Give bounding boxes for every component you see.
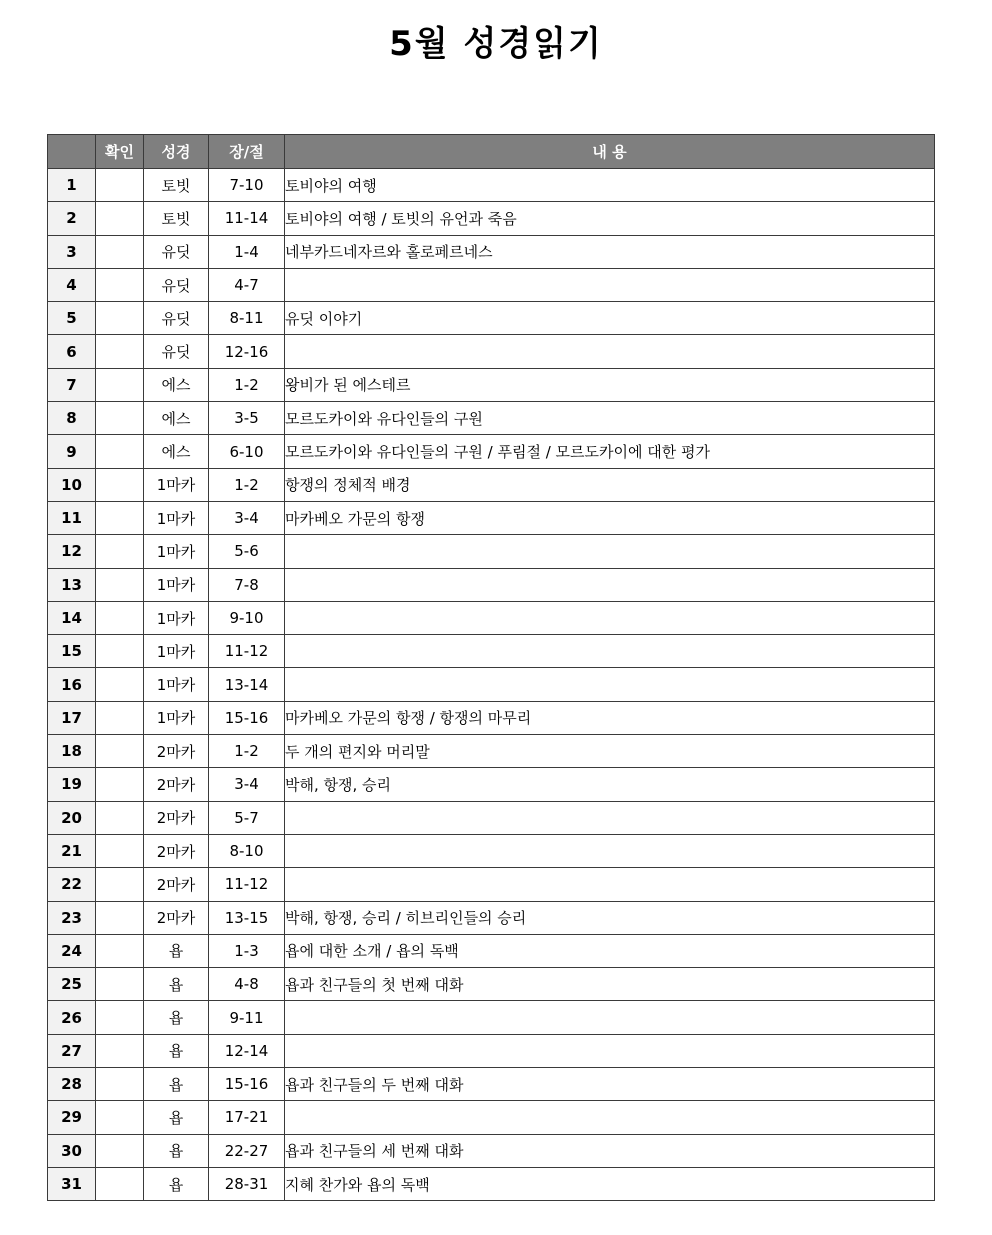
table-row <box>48 235 935 268</box>
table-row <box>48 901 935 934</box>
content-cell: 네부카드네자르와 홀로페르네스 <box>285 235 935 268</box>
content-cell: 왕비가 된 에스테르 <box>285 368 935 401</box>
table-row <box>48 268 935 301</box>
check-cell[interactable] <box>96 335 144 368</box>
header-content: 내 용 <box>285 135 935 169</box>
book-cell: 1마카 <box>144 568 209 601</box>
row-number: 23 <box>48 901 96 934</box>
content-cell: 토비야의 여행 / 토빗의 유언과 죽음 <box>285 202 935 235</box>
content-cell: 욥과 친구들의 세 번째 대화 <box>285 1134 935 1167</box>
content-cell: 지혜 찬가와 욥의 독백 <box>285 1167 935 1200</box>
reading-plan-table <box>47 134 935 1201</box>
check-cell[interactable] <box>96 435 144 468</box>
content-cell: 토비야의 여행 <box>285 169 935 202</box>
row-number: 26 <box>48 1001 96 1034</box>
chapter-cell: 12-14 <box>209 1034 285 1067</box>
chapter-cell: 11-12 <box>209 635 285 668</box>
row-number: 6 <box>48 335 96 368</box>
check-cell[interactable] <box>96 1134 144 1167</box>
row-number: 28 <box>48 1068 96 1101</box>
check-cell[interactable] <box>96 901 144 934</box>
table-row <box>48 335 935 368</box>
table-row <box>48 202 935 235</box>
chapter-cell: 1-2 <box>209 468 285 501</box>
content-cell: 마카베오 가문의 항쟁 <box>285 501 935 534</box>
row-number: 22 <box>48 868 96 901</box>
chapter-cell: 9-10 <box>209 601 285 634</box>
book-cell: 유딧 <box>144 268 209 301</box>
check-cell[interactable] <box>96 1167 144 1200</box>
chapter-cell: 12-16 <box>209 335 285 368</box>
content-cell <box>285 335 935 368</box>
row-number: 2 <box>48 202 96 235</box>
chapter-cell: 15-16 <box>209 1068 285 1101</box>
table-row <box>48 302 935 335</box>
check-cell[interactable] <box>96 868 144 901</box>
header-check: 확인 <box>96 135 144 169</box>
row-number: 19 <box>48 768 96 801</box>
table-header-row <box>48 135 935 169</box>
check-cell[interactable] <box>96 568 144 601</box>
book-cell: 에스 <box>144 368 209 401</box>
table-row <box>48 468 935 501</box>
check-cell[interactable] <box>96 169 144 202</box>
book-cell: 욥 <box>144 968 209 1001</box>
chapter-cell: 13-15 <box>209 901 285 934</box>
book-cell: 유딧 <box>144 302 209 335</box>
header-chapter: 장/절 <box>209 135 285 169</box>
page-title: 5월 성경읽기 <box>389 24 603 64</box>
chapter-cell: 1-4 <box>209 235 285 268</box>
check-cell[interactable] <box>96 468 144 501</box>
book-cell: 욥 <box>144 1134 209 1167</box>
chapter-cell: 11-12 <box>209 868 285 901</box>
content-cell <box>285 1034 935 1067</box>
chapter-cell: 5-6 <box>209 535 285 568</box>
chapter-cell: 8-11 <box>209 302 285 335</box>
content-cell: 모르도카이와 유다인들의 구원 / 푸림절 / 모르도카이에 대한 평가 <box>285 435 935 468</box>
chapter-cell: 7-8 <box>209 568 285 601</box>
content-cell <box>285 668 935 701</box>
check-cell[interactable] <box>96 834 144 867</box>
content-cell <box>285 268 935 301</box>
book-cell: 욥 <box>144 1001 209 1034</box>
table-row <box>48 868 935 901</box>
table-row <box>48 735 935 768</box>
check-cell[interactable] <box>96 235 144 268</box>
chapter-cell: 22-27 <box>209 1134 285 1167</box>
content-cell <box>285 868 935 901</box>
table-row <box>48 934 935 967</box>
book-cell: 1마카 <box>144 635 209 668</box>
chapter-cell: 17-21 <box>209 1101 285 1134</box>
row-number: 1 <box>48 169 96 202</box>
check-cell[interactable] <box>96 934 144 967</box>
row-number: 17 <box>48 701 96 734</box>
content-cell: 항쟁의 정체적 배경 <box>285 468 935 501</box>
row-number: 14 <box>48 601 96 634</box>
table-row <box>48 535 935 568</box>
book-cell: 2마카 <box>144 834 209 867</box>
chapter-cell: 11-14 <box>209 202 285 235</box>
row-number: 31 <box>48 1167 96 1200</box>
table-row <box>48 968 935 1001</box>
row-number: 13 <box>48 568 96 601</box>
book-cell: 욥 <box>144 934 209 967</box>
check-cell[interactable] <box>96 735 144 768</box>
row-number: 11 <box>48 501 96 534</box>
row-number: 12 <box>48 535 96 568</box>
content-cell <box>285 568 935 601</box>
book-cell: 2마카 <box>144 801 209 834</box>
chapter-cell: 8-10 <box>209 834 285 867</box>
table-row <box>48 635 935 668</box>
content-cell: 욥과 친구들의 첫 번째 대화 <box>285 968 935 1001</box>
chapter-cell: 4-8 <box>209 968 285 1001</box>
chapter-cell: 3-5 <box>209 402 285 435</box>
chapter-cell: 3-4 <box>209 501 285 534</box>
content-cell: 모르도카이와 유다인들의 구원 <box>285 402 935 435</box>
content-cell: 박해, 항쟁, 승리 <box>285 768 935 801</box>
table-row <box>48 1101 935 1134</box>
book-cell: 2마카 <box>144 868 209 901</box>
table-row <box>48 169 935 202</box>
book-cell: 욥 <box>144 1068 209 1101</box>
row-number: 8 <box>48 402 96 435</box>
row-number: 4 <box>48 268 96 301</box>
check-cell[interactable] <box>96 268 144 301</box>
table-body <box>48 169 935 1201</box>
chapter-cell: 7-10 <box>209 169 285 202</box>
book-cell: 1마카 <box>144 468 209 501</box>
chapter-cell: 13-14 <box>209 668 285 701</box>
book-cell: 1마카 <box>144 668 209 701</box>
check-cell[interactable] <box>96 1068 144 1101</box>
table-row <box>48 568 935 601</box>
row-number: 24 <box>48 934 96 967</box>
table-row <box>48 1034 935 1067</box>
chapter-cell: 1-2 <box>209 735 285 768</box>
check-cell[interactable] <box>96 535 144 568</box>
book-cell: 1마카 <box>144 535 209 568</box>
book-cell: 2마카 <box>144 901 209 934</box>
table-row <box>48 501 935 534</box>
book-cell: 욥 <box>144 1167 209 1200</box>
chapter-cell: 3-4 <box>209 768 285 801</box>
book-cell: 2마카 <box>144 735 209 768</box>
row-number: 7 <box>48 368 96 401</box>
check-cell[interactable] <box>96 501 144 534</box>
check-cell[interactable] <box>96 968 144 1001</box>
check-cell[interactable] <box>96 668 144 701</box>
chapter-cell: 28-31 <box>209 1167 285 1200</box>
book-cell: 유딧 <box>144 335 209 368</box>
row-number: 29 <box>48 1101 96 1134</box>
check-cell[interactable] <box>96 601 144 634</box>
check-cell[interactable] <box>96 402 144 435</box>
book-cell: 2마카 <box>144 768 209 801</box>
book-cell: 에스 <box>144 402 209 435</box>
row-number: 27 <box>48 1034 96 1067</box>
book-cell: 유딧 <box>144 235 209 268</box>
check-cell[interactable] <box>96 1034 144 1067</box>
content-cell <box>285 834 935 867</box>
chapter-cell: 4-7 <box>209 268 285 301</box>
content-cell: 욥에 대한 소개 / 욥의 독백 <box>285 934 935 967</box>
row-number: 16 <box>48 668 96 701</box>
content-cell: 욥과 친구들의 두 번째 대화 <box>285 1068 935 1101</box>
table-row <box>48 1167 935 1200</box>
chapter-cell: 1-3 <box>209 934 285 967</box>
content-cell <box>285 1101 935 1134</box>
chapter-cell: 6-10 <box>209 435 285 468</box>
row-number: 9 <box>48 435 96 468</box>
book-cell: 1마카 <box>144 501 209 534</box>
row-number: 3 <box>48 235 96 268</box>
table-row <box>48 368 935 401</box>
check-cell[interactable] <box>96 302 144 335</box>
check-cell[interactable] <box>96 1001 144 1034</box>
row-number: 15 <box>48 635 96 668</box>
check-cell[interactable] <box>96 202 144 235</box>
check-cell[interactable] <box>96 701 144 734</box>
table-row <box>48 1068 935 1101</box>
content-cell <box>285 535 935 568</box>
book-cell: 에스 <box>144 435 209 468</box>
row-number: 21 <box>48 834 96 867</box>
row-number: 30 <box>48 1134 96 1167</box>
book-cell: 1마카 <box>144 701 209 734</box>
content-cell: 두 개의 편지와 머리말 <box>285 735 935 768</box>
header-book: 성경 <box>144 135 209 169</box>
content-cell <box>285 601 935 634</box>
row-number: 20 <box>48 801 96 834</box>
content-cell <box>285 801 935 834</box>
content-cell: 마카베오 가문의 항쟁 / 항쟁의 마무리 <box>285 701 935 734</box>
check-cell[interactable] <box>96 635 144 668</box>
chapter-cell: 1-2 <box>209 368 285 401</box>
book-cell: 욥 <box>144 1034 209 1067</box>
book-cell: 1마카 <box>144 601 209 634</box>
chapter-cell: 9-11 <box>209 1001 285 1034</box>
table-row <box>48 668 935 701</box>
row-number: 25 <box>48 968 96 1001</box>
table-row <box>48 834 935 867</box>
book-cell: 토빗 <box>144 169 209 202</box>
table-row <box>48 1134 935 1167</box>
check-cell[interactable] <box>96 801 144 834</box>
table-row <box>48 801 935 834</box>
row-number: 10 <box>48 468 96 501</box>
content-cell <box>285 1001 935 1034</box>
table-row <box>48 402 935 435</box>
table-row <box>48 601 935 634</box>
chapter-cell: 5-7 <box>209 801 285 834</box>
header-number <box>48 135 96 169</box>
table-row <box>48 768 935 801</box>
table-row <box>48 701 935 734</box>
table-row <box>48 1001 935 1034</box>
row-number: 5 <box>48 302 96 335</box>
book-cell: 토빗 <box>144 202 209 235</box>
content-cell: 유딧 이야기 <box>285 302 935 335</box>
book-cell: 욥 <box>144 1101 209 1134</box>
row-number: 18 <box>48 735 96 768</box>
check-cell[interactable] <box>96 1101 144 1134</box>
content-cell <box>285 635 935 668</box>
table-row <box>48 435 935 468</box>
content-cell: 박해, 항쟁, 승리 / 히브리인들의 승리 <box>285 901 935 934</box>
check-cell[interactable] <box>96 768 144 801</box>
check-cell[interactable] <box>96 368 144 401</box>
chapter-cell: 15-16 <box>209 701 285 734</box>
